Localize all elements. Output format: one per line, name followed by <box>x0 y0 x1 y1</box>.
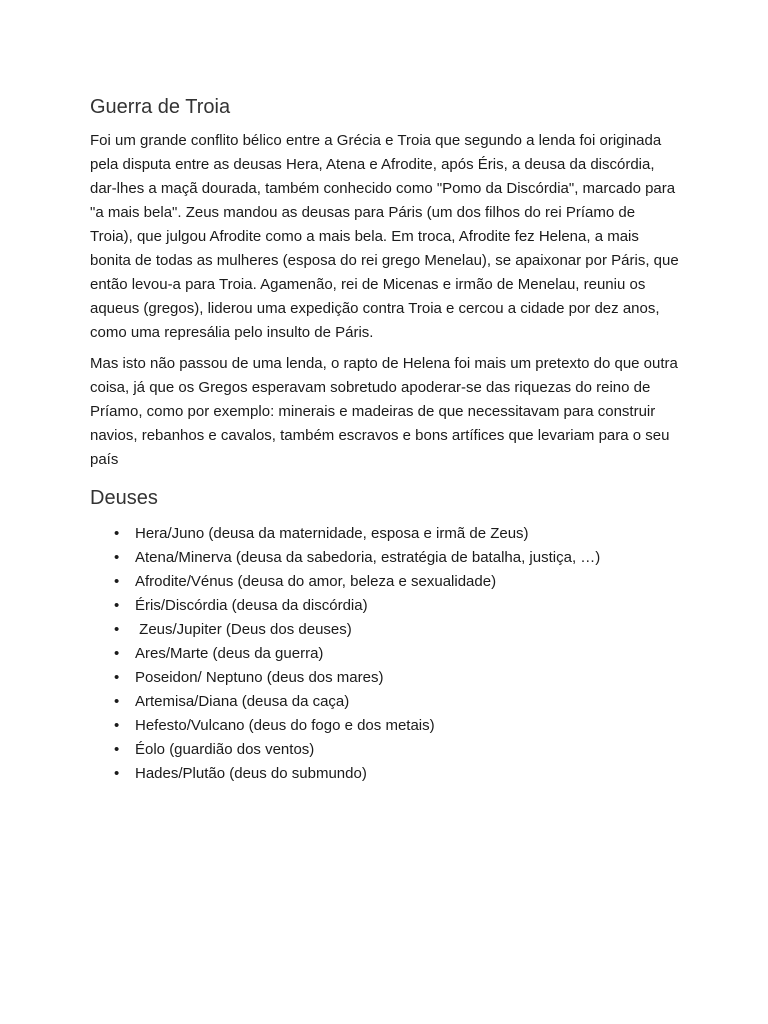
bullet-icon: • <box>114 717 120 734</box>
list-item-text: Zeus/Jupiter (Deus dos deuses) <box>135 621 352 638</box>
bullet-icon: • <box>114 621 120 638</box>
paragraph-2: Mas isto não passou de uma lenda, o rapto de Helena foi mais um pretexto do que outra coisa, já que os Gregos esperavam sobretudo apoderar-se das riquezas do reino de Príamo, como por exemplo: minerais e madeiras de que necessitavam para construir navios, rebanhos e cavalos, também escravos e bons artífices que levariam para o seu país <box>90 355 678 468</box>
section-title: Deuses <box>90 487 158 509</box>
list-item <box>90 618 688 642</box>
list-item <box>90 522 688 546</box>
bullet-icon: • <box>114 765 120 782</box>
list-item <box>90 738 688 762</box>
list-item <box>90 714 688 738</box>
list-item-text: Artemisa/Diana (deusa da caça) <box>135 693 350 710</box>
list-item-text: Atena/Minerva (deusa da sabedoria, estratégia de batalha, justiça, …) <box>135 549 601 566</box>
list-item-text: Éolo (guardião dos ventos) <box>135 741 315 758</box>
list-item <box>90 570 688 594</box>
bullet-icon: • <box>114 597 120 614</box>
gods-list <box>90 522 688 786</box>
list-item <box>90 546 688 570</box>
bullet-icon: • <box>114 549 120 566</box>
list-item-text: Éris/Discórdia (deusa da discórdia) <box>135 597 368 614</box>
list-item-text: Hera/Juno (deusa da maternidade, esposa e irmã de Zeus) <box>135 525 529 542</box>
list-item-text: Hefesto/Vulcano (deus do fogo e dos metais) <box>135 717 435 734</box>
bullet-icon: • <box>114 645 120 662</box>
list-item-text: Ares/Marte (deus da guerra) <box>135 645 324 662</box>
list-item-text: Poseidon/ Neptuno (deus dos mares) <box>135 669 384 686</box>
bullet-icon: • <box>114 741 120 758</box>
list-item <box>90 594 688 618</box>
bullet-icon: • <box>114 669 120 686</box>
list-item <box>90 642 688 666</box>
list-item <box>90 690 688 714</box>
list-item <box>90 666 688 690</box>
list-item <box>90 762 688 786</box>
bullet-icon: • <box>114 693 120 710</box>
paragraph-1: Foi um grande conflito bélico entre a Grécia e Troia que segundo a lenda foi originada pela disputa entre as deusas Hera, Atena e Afrodite, após Éris, a deusa da discórdia, dar-lhes a maçã dourada, também conhecido como "Pomo da Discórdia", marcado para "a mais bela". Zeus mandou as deusas para Páris (um dos filhos do rei Príamo de Troia), que julgou Afrodite como a mais bela. Em troca, Afrodite fez Helena, a mais bonita de todas as mulheres (esposa do rei grego Menelau), se apaixonar por Páris, que então levou-a para Troia. Agamenão, rei de Micenas e irmão de Menelau, reuniu os aqueus (gregos), liderou uma expedição contra Troia e cercou a cidade por dez anos, como uma represália pelo insulto de Páris. <box>90 132 679 341</box>
document-title: Guerra de Troia <box>90 96 231 118</box>
bullet-icon: • <box>114 525 120 542</box>
list-item-text: Afrodite/Vénus (deusa do amor, beleza e sexualidade) <box>135 573 497 590</box>
list-item-text: Hades/Plutão (deus do submundo) <box>135 765 367 782</box>
bullet-icon: • <box>114 573 120 590</box>
